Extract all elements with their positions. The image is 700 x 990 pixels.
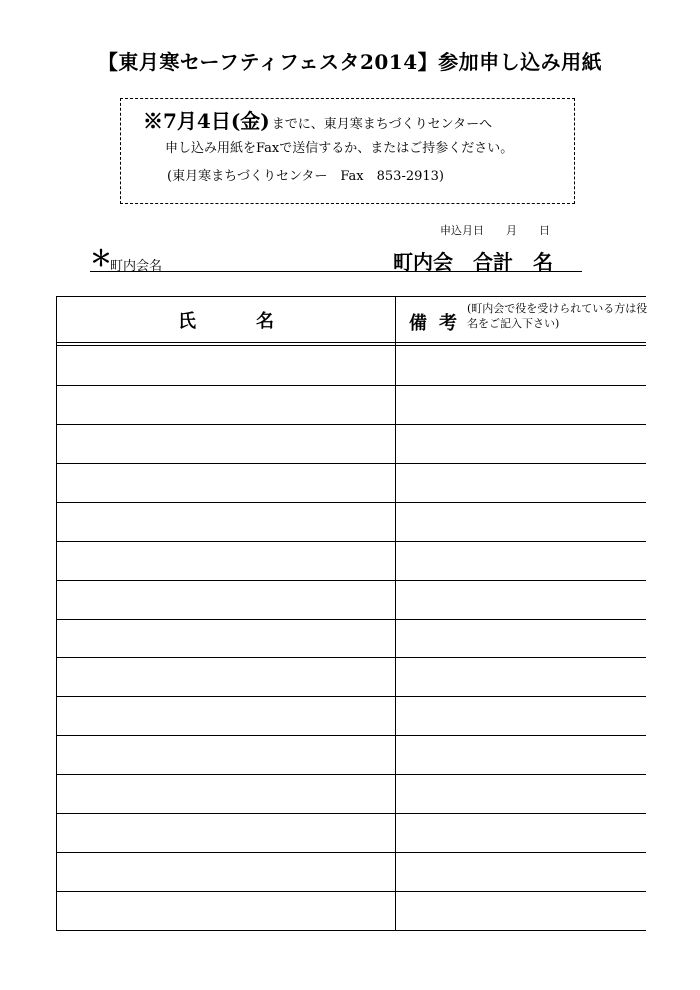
notice-instruction: 申し込み用紙をFaxで送信するか、またはご持参ください。 bbox=[165, 141, 514, 156]
application-date-label: 申込月日 月 日 bbox=[440, 224, 550, 237]
name-cell[interactable] bbox=[57, 813, 395, 852]
remarks-cell[interactable] bbox=[396, 735, 646, 774]
remarks-cell[interactable] bbox=[396, 813, 646, 852]
name-cell[interactable] bbox=[57, 774, 395, 813]
total-label: 町内会 合計 bbox=[393, 250, 513, 274]
notice-box bbox=[120, 98, 575, 204]
notice-contact: (東月寒まちづくりセンター Fax 853-2913) bbox=[167, 169, 445, 184]
name-cell[interactable] bbox=[57, 735, 395, 774]
name-cell[interactable] bbox=[57, 891, 395, 930]
form-title: 【東月寒セーフティフェスタ2014】参加申し込み用紙 bbox=[97, 50, 603, 74]
remarks-cell[interactable] bbox=[396, 346, 646, 385]
name-cell[interactable] bbox=[57, 541, 395, 580]
header-name bbox=[57, 307, 395, 333]
name-cell[interactable] bbox=[57, 502, 395, 541]
name-cell[interactable] bbox=[57, 696, 395, 735]
remarks-cell[interactable] bbox=[396, 657, 646, 696]
notice-deadline-line bbox=[143, 105, 492, 134]
remarks-cell[interactable] bbox=[396, 774, 646, 813]
remarks-cell[interactable] bbox=[396, 696, 646, 735]
remarks-cell[interactable] bbox=[396, 541, 646, 580]
header-name-first: 氏 bbox=[178, 311, 196, 332]
header-remarks-first: 備 bbox=[409, 313, 427, 334]
remarks-cell[interactable] bbox=[396, 891, 646, 930]
name-cell[interactable] bbox=[57, 580, 395, 619]
name-cell[interactable] bbox=[57, 346, 395, 385]
header-name-second: 名 bbox=[256, 311, 274, 332]
roster-table bbox=[56, 296, 646, 931]
remarks-cell[interactable] bbox=[396, 580, 646, 619]
remarks-cell[interactable] bbox=[396, 619, 646, 658]
remarks-cell[interactable] bbox=[396, 463, 646, 502]
name-cell[interactable] bbox=[57, 657, 395, 696]
name-cell[interactable] bbox=[57, 463, 395, 502]
town-association-label: 町内会名 bbox=[110, 259, 163, 274]
total-unit: 名 bbox=[533, 250, 553, 274]
remarks-cell[interactable] bbox=[396, 424, 646, 463]
remarks-cell[interactable] bbox=[396, 502, 646, 541]
header-remarks-second: 考 bbox=[439, 313, 457, 334]
name-cell[interactable] bbox=[57, 385, 395, 424]
name-cell[interactable] bbox=[57, 852, 395, 891]
name-cell[interactable] bbox=[57, 619, 395, 658]
remarks-cell[interactable] bbox=[396, 385, 646, 424]
header-remarks bbox=[409, 309, 457, 335]
remarks-cell[interactable] bbox=[396, 852, 646, 891]
deadline-text: ※7月4日(金) bbox=[143, 109, 270, 133]
deadline-suffix: までに、東月寒まちづくりセンターへ bbox=[271, 117, 493, 132]
required-asterisk: ＊ bbox=[90, 246, 113, 272]
total-participants bbox=[393, 246, 553, 275]
header-remarks-note: (町内会で役を受けられている方は役名をご記入下さい) bbox=[467, 302, 648, 330]
name-cell[interactable] bbox=[57, 424, 395, 463]
